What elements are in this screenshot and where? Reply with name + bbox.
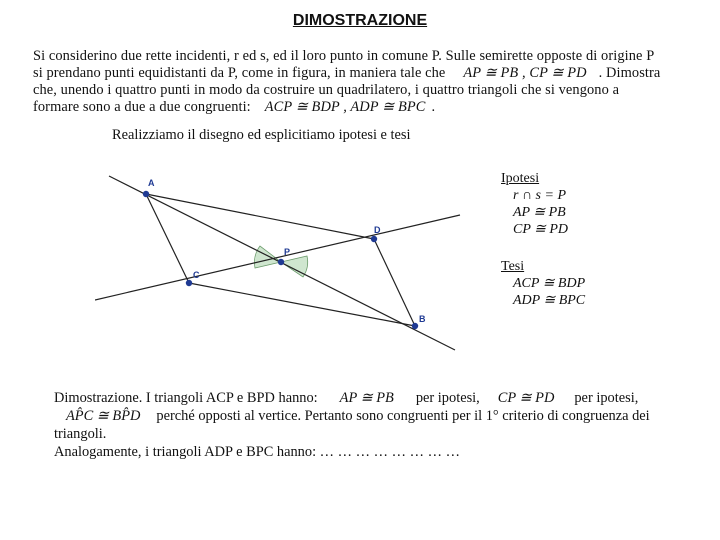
ipotesi-item: AP ≅ PB: [513, 205, 566, 220]
page-title: DIMOSTRAZIONE: [292, 12, 428, 29]
point-D: [371, 236, 377, 242]
statement-line-1: Si considerino due rette incidenti, r ed s, ed il loro punto in comune P. Sulle semirette opposte di origine P: [33, 48, 655, 64]
point-A: [143, 191, 149, 197]
ipotesi-item: r ∩ s = P: [513, 188, 567, 203]
proof-intro: Dimostrazione. I triangoli ACP e BPD hanno:: [54, 390, 318, 406]
hypothesis-thesis-panel: [501, 170, 585, 309]
label-P: P: [284, 247, 291, 257]
proof-formula-ap-pb: AP ≅ PB: [339, 390, 394, 406]
point-B: [412, 323, 418, 329]
thesis-formula: ACP ≅ BDP , ADP ≅ BPC: [264, 99, 426, 115]
statement-line-2-text: si prendano punti equidistanti da P, come in figura, in maniera tale che: [33, 65, 446, 81]
line-s: [95, 215, 460, 300]
statement-line-2-end: . Dimostra: [598, 65, 661, 81]
ipotesi-item: CP ≅ PD: [513, 222, 569, 237]
proof-section: [54, 389, 714, 461]
problem-statement: [33, 48, 685, 116]
geometry-figure: [95, 160, 465, 355]
label-D: D: [374, 225, 381, 235]
statement-line-4-text: formare sono a due a due congruenti:: [33, 99, 251, 115]
ipotesi-heading: Ipotesi: [501, 171, 540, 186]
subtitle: Realizziamo il disegno ed esplicitiamo ipotesi e tesi: [112, 127, 411, 143]
segment-AC: [146, 194, 189, 283]
proof-line-4: Analogamente, i triangoli ADP e BPC hanno: … … … … … … … …: [54, 444, 460, 460]
proof-line-2: [54, 407, 714, 425]
label-A: A: [148, 178, 155, 188]
statement-line-4-end: .: [431, 99, 436, 115]
proof-reason-1: per ipotesi,: [415, 390, 480, 406]
proof-formula-cp-pd: CP ≅ PD: [497, 390, 555, 406]
proof-angle-formula: AP̂C ≅ BP̂D: [66, 408, 141, 424]
tesi-item: ACP ≅ BDP: [513, 276, 586, 291]
hypothesis-formula: AP ≅ PB , CP ≅ PD: [463, 65, 587, 81]
segment-CB: [189, 283, 415, 326]
proof-line-1: [54, 389, 714, 407]
tesi-heading: Tesi: [501, 259, 525, 274]
label-B: B: [419, 314, 426, 324]
tesi-item: ADP ≅ BPC: [513, 293, 586, 308]
segment-AD: [146, 194, 374, 239]
proof-reason-2: per ipotesi,: [574, 390, 639, 406]
point-C: [186, 280, 192, 286]
statement-line-3: che, unendo i quattro punti in modo da costruire un quadrilatero, i quattro triangoli che si vengono a: [33, 82, 620, 98]
label-C: C: [193, 270, 200, 280]
statement-line-2: [33, 65, 685, 82]
proof-line-3: triangoli.: [54, 426, 107, 442]
statement-line-4: [33, 99, 685, 116]
proof-angle-reason: perché opposti al vertice. Pertanto sono congruenti per il 1° criterio di congruenza dei: [156, 408, 650, 424]
point-P: [278, 259, 284, 265]
